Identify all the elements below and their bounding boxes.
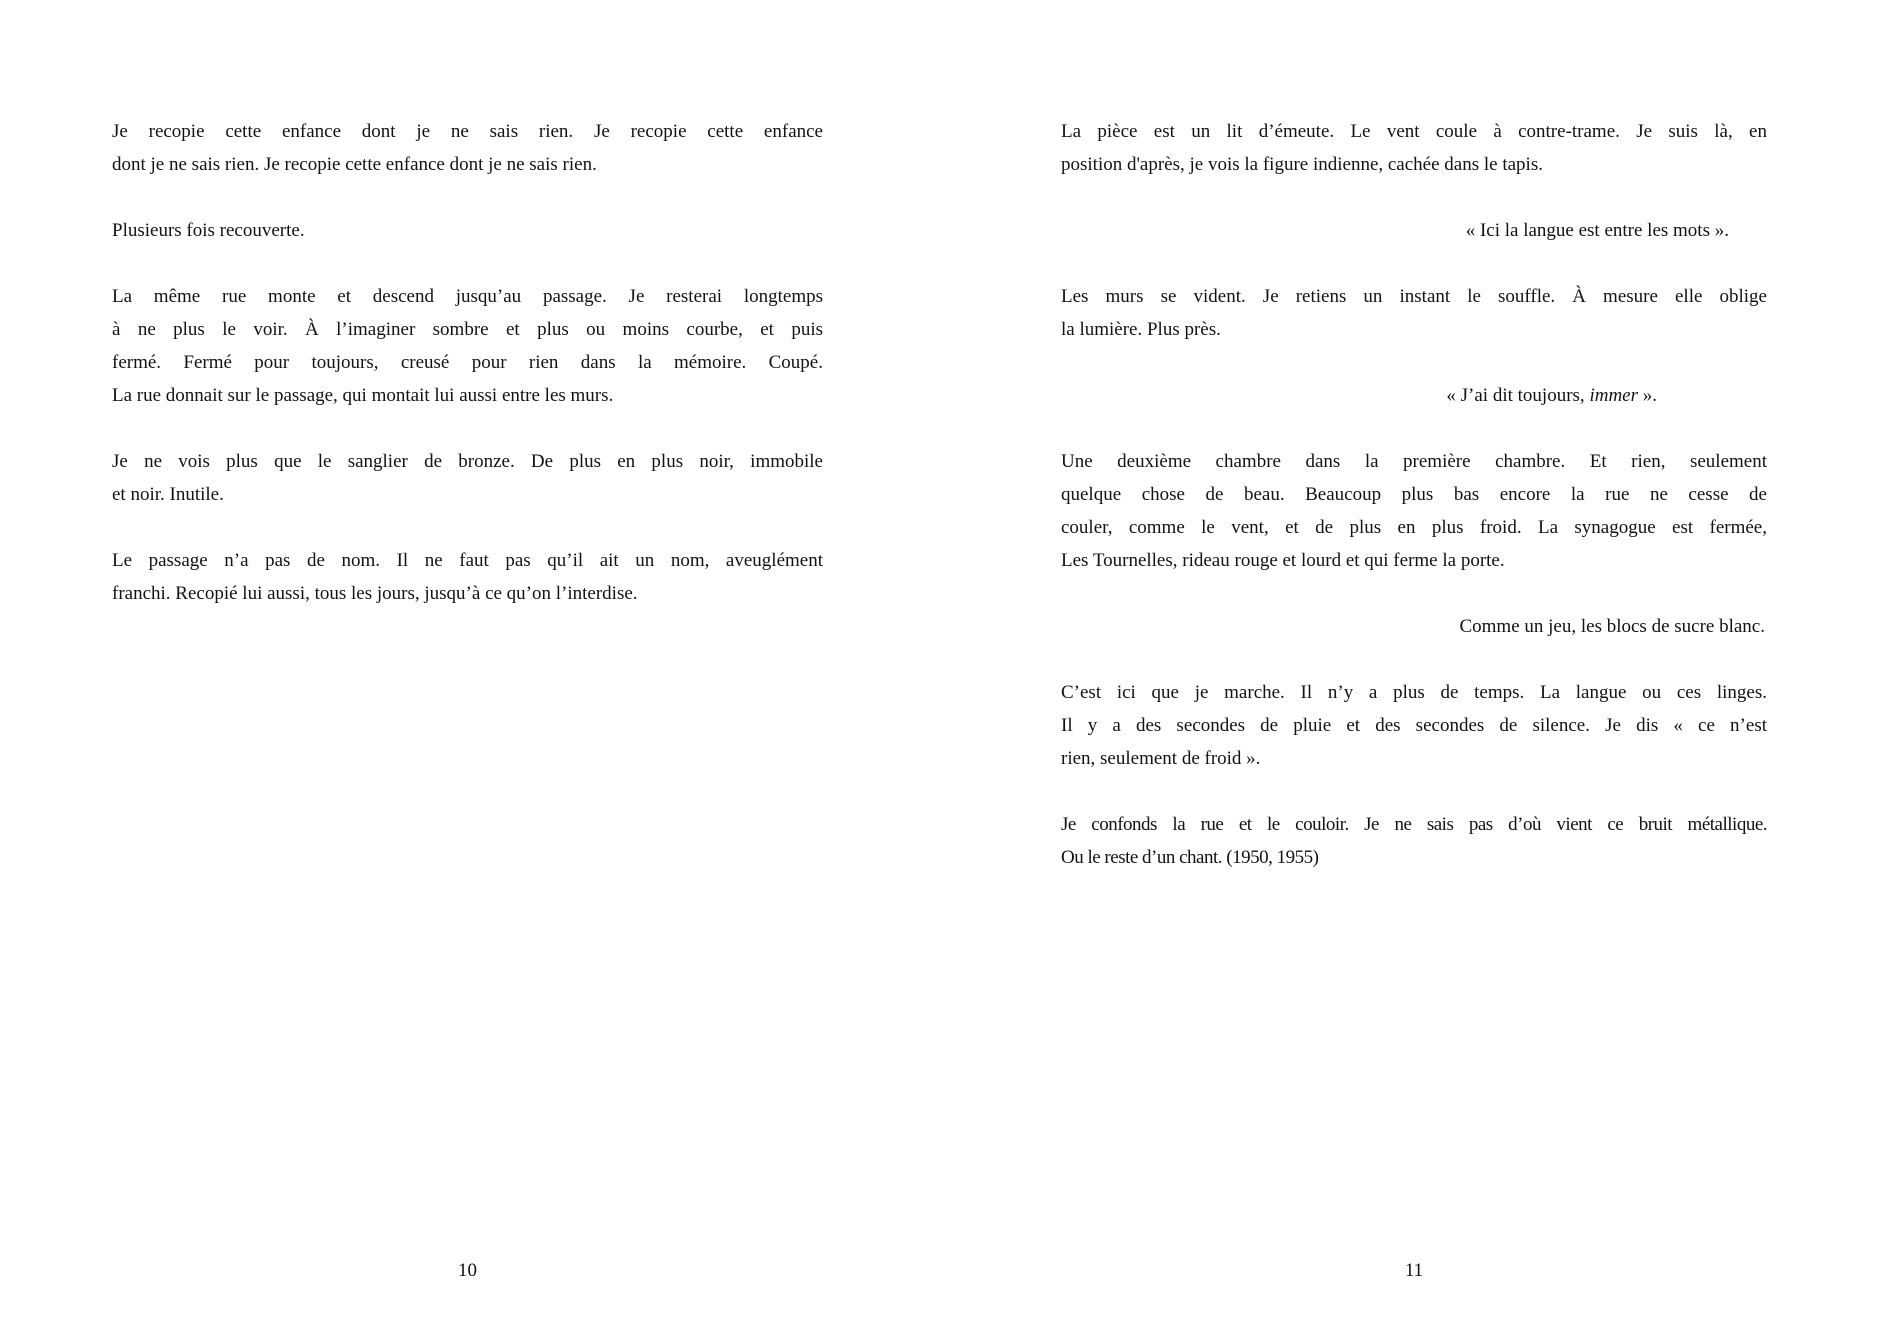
- text-line: dont je ne sais rien. Je recopie cette enfance dont je ne sais rien.: [112, 154, 597, 175]
- page-number-right: 11: [1404, 1260, 1424, 1281]
- paragraph: [1061, 808, 1767, 874]
- text-line: [1061, 214, 1729, 247]
- italic-text: immer: [1589, 385, 1638, 406]
- text-line: La pièce est un lit d’émeute. Le vent coule à contre-trame. Je suis là, en: [1061, 121, 1767, 142]
- paragraph: [112, 280, 823, 412]
- text-segment: « Ici la langue est entre les mots ».: [1465, 220, 1729, 241]
- paragraph: [1061, 445, 1767, 577]
- text-line: quelque chose de beau. Beaucoup plus bas encore la rue ne cesse de: [1061, 484, 1767, 505]
- text-line: Une deuxième chambre dans la première chambre. Et rien, seulement: [1061, 451, 1767, 472]
- text-line: rien, seulement de froid ».: [1061, 748, 1261, 769]
- text-line: la lumière. Plus près.: [1061, 319, 1221, 340]
- text-line: Ou le reste d’un chant. (1950, 1955): [1061, 847, 1319, 868]
- text-line: La rue donnait sur le passage, qui montait lui aussi entre les murs.: [112, 385, 614, 406]
- right-page-text: [1061, 115, 1767, 907]
- paragraph: [112, 214, 823, 247]
- text-segment: ».: [1638, 385, 1657, 406]
- text-line: Le passage n’a pas de nom. Il ne faut pas qu’il ait un nom, aveuglément: [112, 550, 823, 571]
- paragraph: [112, 544, 823, 610]
- text-line: [1061, 379, 1657, 412]
- text-line: Il y a des secondes de pluie et des secondes de silence. Je dis « ce n’est: [1061, 715, 1767, 736]
- text-line: Je ne vois plus que le sanglier de bronze. De plus en plus noir, immobile: [112, 451, 823, 472]
- text-line: [1061, 610, 1765, 643]
- text-line: Je recopie cette enfance dont je ne sais rien. Je recopie cette enfance: [112, 121, 823, 142]
- inset-quote: [1061, 610, 1767, 643]
- text-line: Les Tournelles, rideau rouge et lourd et qui ferme la porte.: [1061, 550, 1505, 571]
- text-segment: « J’ai dit toujours,: [1446, 385, 1590, 406]
- text-segment: Comme un jeu, les blocs de sucre blanc.: [1459, 616, 1765, 637]
- text-line: Je confonds la rue et le couloir. Je ne sais pas d’où vient ce bruit métallique.: [1061, 814, 1767, 835]
- text-line: position d'après, je vois la figure indienne, cachée dans le tapis.: [1061, 154, 1543, 175]
- text-line: La même rue monte et descend jusqu’au passage. Je resterai longtemps: [112, 286, 823, 307]
- inset-quote: [1061, 379, 1767, 412]
- inset-quote: [1061, 214, 1767, 247]
- paragraph: [112, 445, 823, 511]
- page-number-left: 10: [458, 1260, 477, 1281]
- text-line: Les murs se vident. Je retiens un instant le souffle. À mesure elle oblige: [1061, 286, 1767, 307]
- text-line: Plusieurs fois recouverte.: [112, 220, 305, 241]
- text-line: couler, comme le vent, et de plus en plus froid. La synagogue est fermée,: [1061, 517, 1767, 538]
- paragraph: [1061, 676, 1767, 775]
- text-line: à ne plus le voir. À l’imaginer sombre et plus ou moins courbe, et puis: [112, 319, 823, 340]
- text-line: C’est ici que je marche. Il n’y a plus de temps. La langue ou ces linges.: [1061, 682, 1767, 703]
- left-page-text: [112, 115, 823, 643]
- text-line: et noir. Inutile.: [112, 484, 224, 505]
- text-line: fermé. Fermé pour toujours, creusé pour rien dans la mémoire. Coupé.: [112, 352, 823, 373]
- paragraph: [112, 115, 823, 181]
- text-line: franchi. Recopié lui aussi, tous les jours, jusqu’à ce qu’on l’interdise.: [112, 583, 638, 604]
- paragraph: [1061, 280, 1767, 346]
- paragraph: [1061, 115, 1767, 181]
